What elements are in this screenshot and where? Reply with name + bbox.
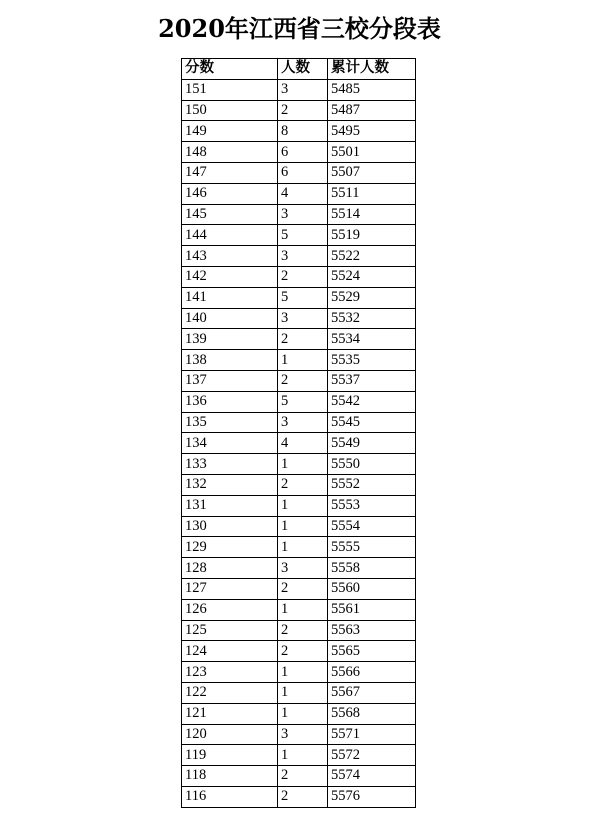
cell-count: 2 bbox=[278, 620, 328, 641]
cell-score: 147 bbox=[182, 162, 278, 183]
cell-score: 145 bbox=[182, 204, 278, 225]
cell-count: 8 bbox=[278, 121, 328, 142]
cell-score: 128 bbox=[182, 558, 278, 579]
cell-cumulative: 5568 bbox=[328, 703, 416, 724]
table-row bbox=[182, 578, 416, 599]
cell-count: 5 bbox=[278, 391, 328, 412]
cell-cumulative: 5487 bbox=[328, 100, 416, 121]
cell-count: 6 bbox=[278, 162, 328, 183]
table-row bbox=[182, 662, 416, 683]
cell-count: 3 bbox=[278, 724, 328, 745]
cell-cumulative: 5550 bbox=[328, 454, 416, 475]
cell-cumulative: 5532 bbox=[328, 308, 416, 329]
cell-count: 1 bbox=[278, 745, 328, 766]
cell-score: 150 bbox=[182, 100, 278, 121]
cell-count: 6 bbox=[278, 142, 328, 163]
cell-cumulative: 5535 bbox=[328, 350, 416, 371]
table-row bbox=[182, 308, 416, 329]
cell-cumulative: 5566 bbox=[328, 662, 416, 683]
cell-cumulative: 5572 bbox=[328, 745, 416, 766]
cell-count: 1 bbox=[278, 350, 328, 371]
page-title: 2020年江西省三校分段表 bbox=[158, 14, 441, 43]
cell-score: 149 bbox=[182, 121, 278, 142]
cell-count: 3 bbox=[278, 412, 328, 433]
table-row bbox=[182, 682, 416, 703]
cell-score: 136 bbox=[182, 391, 278, 412]
table-header-row bbox=[182, 59, 416, 80]
cell-cumulative: 5522 bbox=[328, 246, 416, 267]
cell-score: 121 bbox=[182, 703, 278, 724]
table-row bbox=[182, 599, 416, 620]
table-row bbox=[182, 142, 416, 163]
table-row bbox=[182, 266, 416, 287]
cell-score: 119 bbox=[182, 745, 278, 766]
cell-score: 134 bbox=[182, 433, 278, 454]
cell-score: 144 bbox=[182, 225, 278, 246]
table-row bbox=[182, 558, 416, 579]
cell-count: 1 bbox=[278, 703, 328, 724]
table-row bbox=[182, 474, 416, 495]
cell-count: 2 bbox=[278, 786, 328, 807]
cell-cumulative: 5501 bbox=[328, 142, 416, 163]
cell-score: 138 bbox=[182, 350, 278, 371]
cell-score: 118 bbox=[182, 766, 278, 787]
cell-score: 123 bbox=[182, 662, 278, 683]
cell-cumulative: 5542 bbox=[328, 391, 416, 412]
table-body bbox=[182, 79, 416, 807]
cell-count: 1 bbox=[278, 516, 328, 537]
table-row bbox=[182, 225, 416, 246]
table-row bbox=[182, 433, 416, 454]
cell-cumulative: 5553 bbox=[328, 495, 416, 516]
cell-score: 146 bbox=[182, 183, 278, 204]
cell-count: 3 bbox=[278, 204, 328, 225]
table-row bbox=[182, 350, 416, 371]
cell-count: 3 bbox=[278, 246, 328, 267]
cell-score: 126 bbox=[182, 599, 278, 620]
cell-cumulative: 5537 bbox=[328, 370, 416, 391]
cell-count: 1 bbox=[278, 454, 328, 475]
table-row bbox=[182, 329, 416, 350]
table-row bbox=[182, 391, 416, 412]
cell-score: 120 bbox=[182, 724, 278, 745]
cell-score: 132 bbox=[182, 474, 278, 495]
cell-count: 3 bbox=[278, 308, 328, 329]
cell-cumulative: 5555 bbox=[328, 537, 416, 558]
cell-count: 2 bbox=[278, 370, 328, 391]
cell-score: 116 bbox=[182, 786, 278, 807]
table-row bbox=[182, 766, 416, 787]
score-table bbox=[181, 58, 416, 808]
cell-count: 1 bbox=[278, 682, 328, 703]
cell-score: 122 bbox=[182, 682, 278, 703]
cell-score: 139 bbox=[182, 329, 278, 350]
cell-score: 137 bbox=[182, 370, 278, 391]
cell-score: 129 bbox=[182, 537, 278, 558]
table-row bbox=[182, 786, 416, 807]
cell-cumulative: 5567 bbox=[328, 682, 416, 703]
cell-cumulative: 5576 bbox=[328, 786, 416, 807]
cell-cumulative: 5552 bbox=[328, 474, 416, 495]
cell-score: 143 bbox=[182, 246, 278, 267]
cell-cumulative: 5519 bbox=[328, 225, 416, 246]
cell-cumulative: 5514 bbox=[328, 204, 416, 225]
table-row bbox=[182, 620, 416, 641]
cell-count: 2 bbox=[278, 329, 328, 350]
cell-count: 2 bbox=[278, 474, 328, 495]
table-row bbox=[182, 162, 416, 183]
cell-count: 2 bbox=[278, 766, 328, 787]
table-row bbox=[182, 412, 416, 433]
table-row bbox=[182, 537, 416, 558]
cell-count: 2 bbox=[278, 578, 328, 599]
cell-cumulative: 5545 bbox=[328, 412, 416, 433]
table-row bbox=[182, 745, 416, 766]
table-row bbox=[182, 495, 416, 516]
cell-cumulative: 5524 bbox=[328, 266, 416, 287]
cell-count: 3 bbox=[278, 79, 328, 100]
cell-count: 1 bbox=[278, 537, 328, 558]
cell-cumulative: 5554 bbox=[328, 516, 416, 537]
cell-score: 127 bbox=[182, 578, 278, 599]
cell-score: 140 bbox=[182, 308, 278, 329]
cell-cumulative: 5534 bbox=[328, 329, 416, 350]
cell-cumulative: 5529 bbox=[328, 287, 416, 308]
table-row bbox=[182, 183, 416, 204]
table-row bbox=[182, 204, 416, 225]
cell-count: 5 bbox=[278, 225, 328, 246]
table-row bbox=[182, 246, 416, 267]
cell-cumulative: 5571 bbox=[328, 724, 416, 745]
table-row bbox=[182, 370, 416, 391]
cell-score: 151 bbox=[182, 79, 278, 100]
cell-cumulative: 5563 bbox=[328, 620, 416, 641]
table-row bbox=[182, 100, 416, 121]
cell-cumulative: 5558 bbox=[328, 558, 416, 579]
cell-cumulative: 5560 bbox=[328, 578, 416, 599]
cell-count: 1 bbox=[278, 495, 328, 516]
cell-score: 133 bbox=[182, 454, 278, 475]
table-row bbox=[182, 703, 416, 724]
table-row bbox=[182, 79, 416, 100]
table-row bbox=[182, 516, 416, 537]
cell-count: 4 bbox=[278, 433, 328, 454]
cell-cumulative: 5495 bbox=[328, 121, 416, 142]
cell-cumulative: 5511 bbox=[328, 183, 416, 204]
table-row bbox=[182, 724, 416, 745]
header-count: 人数 bbox=[278, 59, 328, 80]
cell-count: 2 bbox=[278, 266, 328, 287]
cell-count: 1 bbox=[278, 662, 328, 683]
cell-cumulative: 5507 bbox=[328, 162, 416, 183]
table-row bbox=[182, 454, 416, 475]
cell-count: 1 bbox=[278, 599, 328, 620]
cell-count: 4 bbox=[278, 183, 328, 204]
cell-score: 141 bbox=[182, 287, 278, 308]
header-cumulative: 累计人数 bbox=[328, 59, 416, 80]
cell-score: 142 bbox=[182, 266, 278, 287]
cell-count: 3 bbox=[278, 558, 328, 579]
cell-score: 148 bbox=[182, 142, 278, 163]
cell-cumulative: 5485 bbox=[328, 79, 416, 100]
table-row bbox=[182, 641, 416, 662]
cell-cumulative: 5549 bbox=[328, 433, 416, 454]
cell-cumulative: 5574 bbox=[328, 766, 416, 787]
cell-score: 125 bbox=[182, 620, 278, 641]
cell-count: 2 bbox=[278, 100, 328, 121]
cell-cumulative: 5561 bbox=[328, 599, 416, 620]
table-row bbox=[182, 287, 416, 308]
cell-score: 131 bbox=[182, 495, 278, 516]
table-row bbox=[182, 121, 416, 142]
header-score: 分数 bbox=[182, 59, 278, 80]
cell-score: 135 bbox=[182, 412, 278, 433]
cell-score: 130 bbox=[182, 516, 278, 537]
cell-cumulative: 5565 bbox=[328, 641, 416, 662]
cell-count: 2 bbox=[278, 641, 328, 662]
cell-count: 5 bbox=[278, 287, 328, 308]
cell-score: 124 bbox=[182, 641, 278, 662]
